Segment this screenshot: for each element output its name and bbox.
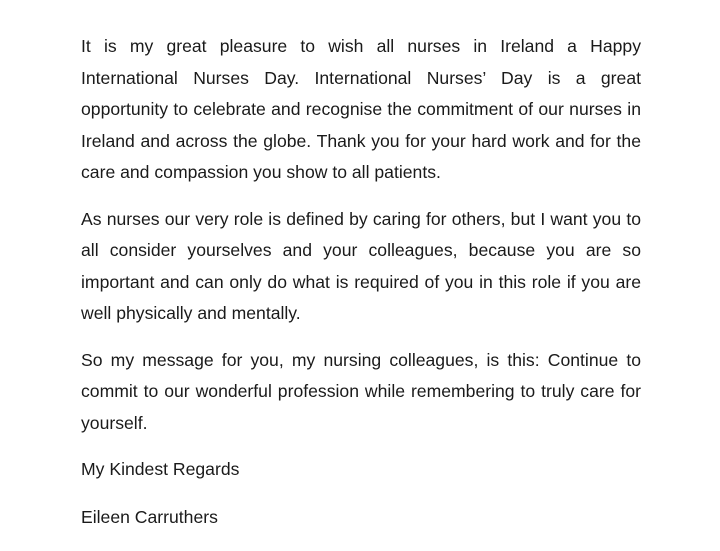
letter-signature: Eileen Carruthers: [81, 506, 218, 527]
letter-closing: My Kindest Regards: [81, 459, 240, 479]
letter-paragraph-1: It is my great pleasure to wish all nurses in Ireland a Happy International Nurses Day. International Nurses’ Day is a great opportunity to celebrate and recognise the commitment of our nurses in Ireland and across the globe. Thank you for your hard work and for the care and compassion you show to all patients.: [81, 36, 641, 182]
letter-paragraph-2: As nurses our very role is defined by caring for others, but I want you to all consider yourselves and your colleagues, because you are so important and can only do what is required of you in this role if you are well physically and mentally.: [81, 208, 641, 323]
letter-paragraph-3: So my message for you, my nursing colleagues, is this: Continue to commit to our wonderful profession while remembering to truly care for yourself.: [81, 349, 641, 433]
letter-body: [81, 31, 641, 549]
